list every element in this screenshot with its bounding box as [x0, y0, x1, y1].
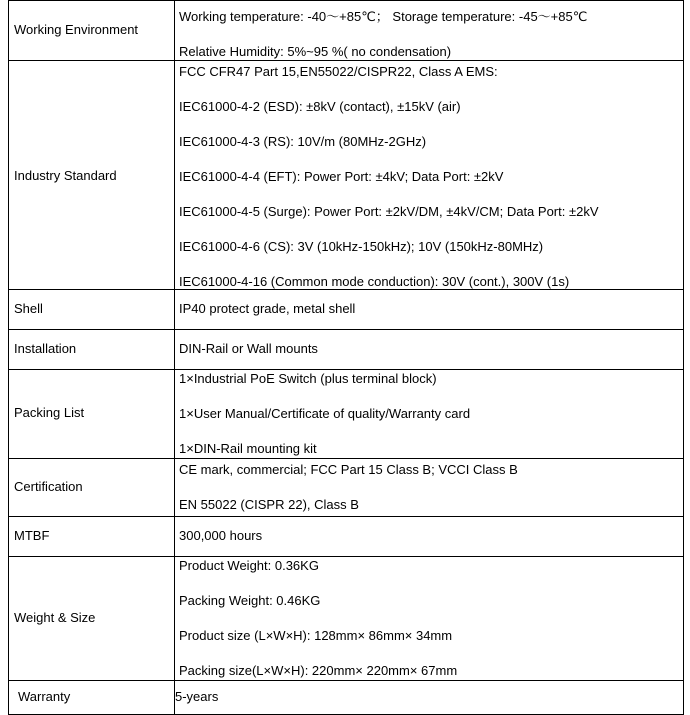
value-line: Product Weight: 0.36KG: [179, 558, 319, 573]
value-line: 300,000 hours: [179, 527, 263, 543]
table-row: [9, 557, 684, 681]
spec-table-body: [9, 1, 684, 715]
row-value: [175, 1, 684, 61]
value-line: IEC61000-4-5 (Surge): Power Port: ±2kV/DM, ±4kV/CM; Data Port: ±2kV: [179, 204, 599, 219]
row-label: Installation: [9, 330, 175, 370]
value-line: FCC CFR47 Part 15,EN55022/CISPR22, Class A EMS:: [179, 64, 498, 79]
value-line: IEC61000-4-4 (EFT): Power Port: ±4kV; Data Port: ±2kV: [179, 169, 504, 184]
value-line: Packing Weight: 0.46KG: [179, 593, 321, 608]
value-line: 1×Industrial PoE Switch (plus terminal block): [179, 371, 437, 386]
row-value: [175, 557, 684, 681]
value-line: IEC61000-4-3 (RS): 10V/m (80MHz-2GHz): [179, 134, 427, 149]
table-row: [9, 1, 684, 61]
table-row: [9, 370, 684, 459]
value-line: IEC61000-4-16 (Common mode conduction): 30V (cont.), 300V (1s): [179, 274, 570, 289]
row-label: Warranty: [9, 681, 175, 715]
table-row: [9, 517, 684, 557]
table-row: [9, 61, 684, 290]
row-value: [175, 290, 684, 330]
row-value: [175, 517, 684, 557]
row-label: Industry Standard: [9, 61, 175, 290]
value-line: IP40 protect grade, metal shell: [179, 300, 356, 316]
table-row: [9, 330, 684, 370]
row-label: Working Environment: [9, 1, 175, 61]
value-line: Product size (L×W×H): 128mm× 86mm× 34mm: [179, 628, 453, 643]
table-row: [9, 459, 684, 517]
row-label: MTBF: [9, 517, 175, 557]
value-line: Packing size(L×W×H): 220mm× 220mm× 67mm: [179, 663, 458, 678]
value-line: EN 55022 (CISPR 22), Class B: [179, 497, 359, 512]
table-row: [9, 290, 684, 330]
value-line: 1×DIN-Rail mounting kit: [179, 441, 317, 456]
row-label: Packing List: [9, 370, 175, 459]
row-label: Weight & Size: [9, 557, 175, 681]
table-row: [9, 681, 684, 715]
value-line: CE mark, commercial; FCC Part 15 Class B; VCCI Class B: [179, 462, 518, 477]
value-line: Relative Humidity: 5%~95 %( no condensation): [179, 44, 452, 59]
value-line: IEC61000-4-2 (ESD): ±8kV (contact), ±15kV (air): [179, 99, 461, 114]
value-line: 5-years: [175, 688, 219, 704]
row-label: Shell: [9, 290, 175, 330]
row-value: [175, 330, 684, 370]
value-line: 1×User Manual/Certificate of quality/Warranty card: [179, 406, 471, 421]
value-line: DIN-Rail or Wall mounts: [179, 340, 318, 356]
row-value: [175, 459, 684, 517]
row-value: [175, 370, 684, 459]
spec-table: [8, 0, 684, 715]
row-value: [175, 61, 684, 290]
row-label: Certification: [9, 459, 175, 517]
value-line: Working temperature: -40～+85℃； Storage temperature: -45～+85℃: [179, 9, 588, 24]
value-line: IEC61000-4-6 (CS): 3V (10kHz-150kHz); 10V (150kHz-80MHz): [179, 239, 544, 254]
row-value: [175, 681, 684, 715]
